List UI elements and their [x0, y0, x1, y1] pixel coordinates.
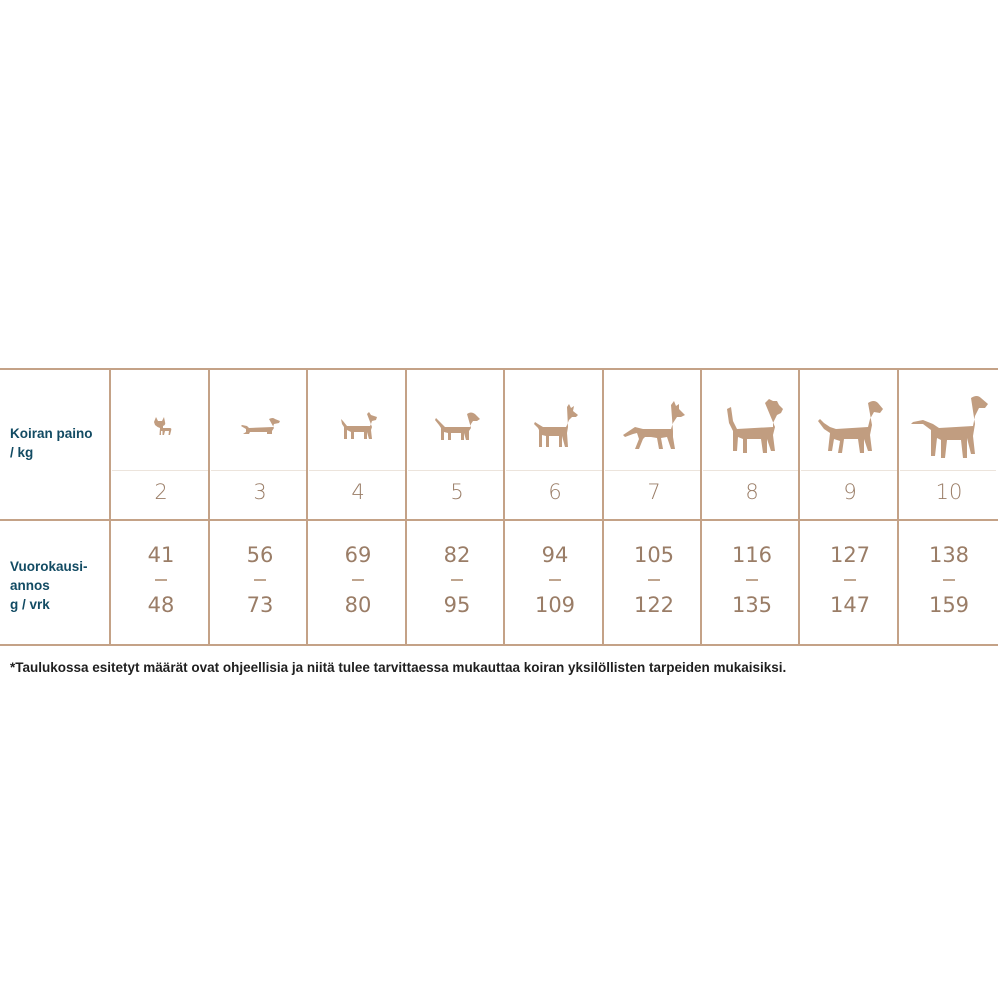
weight-value: 9: [843, 480, 857, 504]
table-column: [801, 368, 899, 646]
portion-row-label-line1: Vuorokausi-: [10, 559, 88, 574]
weight-row-label-line2: / kg: [10, 445, 34, 460]
portion-range: [801, 542, 899, 618]
portion-max: 109: [534, 593, 576, 617]
weight-value: 8: [745, 480, 759, 504]
weight-row-label: [10, 424, 93, 462]
portion-range: [211, 542, 309, 618]
portion-max: 48: [147, 593, 175, 617]
portion-min: 56: [246, 543, 274, 567]
table-column: [112, 368, 210, 646]
portion-max: 122: [633, 593, 675, 617]
weight-row-label-line1: Koiran paino: [10, 426, 93, 441]
column-divider: [109, 368, 111, 646]
portion-min: 127: [829, 543, 871, 567]
portion-row-label-line3: g / vrk: [10, 597, 50, 612]
table-column: [605, 368, 703, 646]
bull-terrier-icon: [408, 376, 506, 476]
range-dash: [746, 579, 758, 581]
portion-max: 147: [829, 593, 871, 617]
portion-max: 159: [928, 593, 970, 617]
table-column: [408, 368, 506, 646]
weight-value: 4: [351, 480, 365, 504]
range-dash: [648, 579, 660, 581]
portion-min: 116: [731, 543, 773, 567]
dachshund-icon: [211, 376, 309, 476]
weight-value: 5: [450, 480, 464, 504]
footnote: *Taulukossa esitetyt määrät ovat ohjeellisia ja niitä tulee tarvittaessa mukauttaa koiran yksilöllisten tarpeiden mukaisiksi.: [10, 660, 787, 675]
portion-max: 135: [731, 593, 773, 617]
portion-min: 138: [928, 543, 970, 567]
portion-row-label-line2: annos: [10, 578, 50, 593]
portion-max: 95: [443, 593, 471, 617]
portion-min: 41: [147, 543, 175, 567]
portion-min: 94: [541, 543, 569, 567]
table-column: [506, 368, 604, 646]
range-dash: [352, 579, 364, 581]
column-divider: [798, 368, 800, 646]
column-divider: [700, 368, 702, 646]
portion-range: [605, 542, 703, 618]
portion-range: [309, 542, 407, 618]
range-dash: [451, 579, 463, 581]
range-dash: [943, 579, 955, 581]
portion-max: 80: [344, 593, 372, 617]
table-column: [309, 368, 407, 646]
portion-row-label: [10, 557, 88, 614]
airedale-icon: [703, 376, 801, 476]
portion-max: 73: [246, 593, 274, 617]
portion-min: 105: [633, 543, 675, 567]
range-dash: [844, 579, 856, 581]
terrier-small-icon: [309, 376, 407, 476]
chihuahua-icon: [112, 376, 210, 476]
feeding-table: [0, 368, 998, 646]
column-divider: [208, 368, 210, 646]
shepherd-icon: [605, 376, 703, 476]
weight-value: 2: [154, 480, 168, 504]
weight-value: 7: [647, 480, 661, 504]
range-dash: [549, 579, 561, 581]
portion-range: [900, 542, 998, 618]
range-dash: [254, 579, 266, 581]
table-column: [900, 368, 998, 646]
table-column: [211, 368, 309, 646]
column-divider: [602, 368, 604, 646]
weight-value: 10: [935, 480, 963, 504]
pointer-icon: [801, 376, 899, 476]
portion-min: 69: [344, 543, 372, 567]
weight-value: 6: [548, 480, 562, 504]
range-dash: [155, 579, 167, 581]
portion-range: [408, 542, 506, 618]
portion-range: [112, 542, 210, 618]
weight-value: 3: [253, 480, 267, 504]
great-dane-icon: [900, 376, 998, 476]
portion-min: 82: [443, 543, 471, 567]
column-divider: [897, 368, 899, 646]
pinscher-icon: [506, 376, 604, 476]
portion-range: [703, 542, 801, 618]
table-column: [703, 368, 801, 646]
column-divider: [405, 368, 407, 646]
portion-range: [506, 542, 604, 618]
column-divider: [503, 368, 505, 646]
column-divider: [306, 368, 308, 646]
